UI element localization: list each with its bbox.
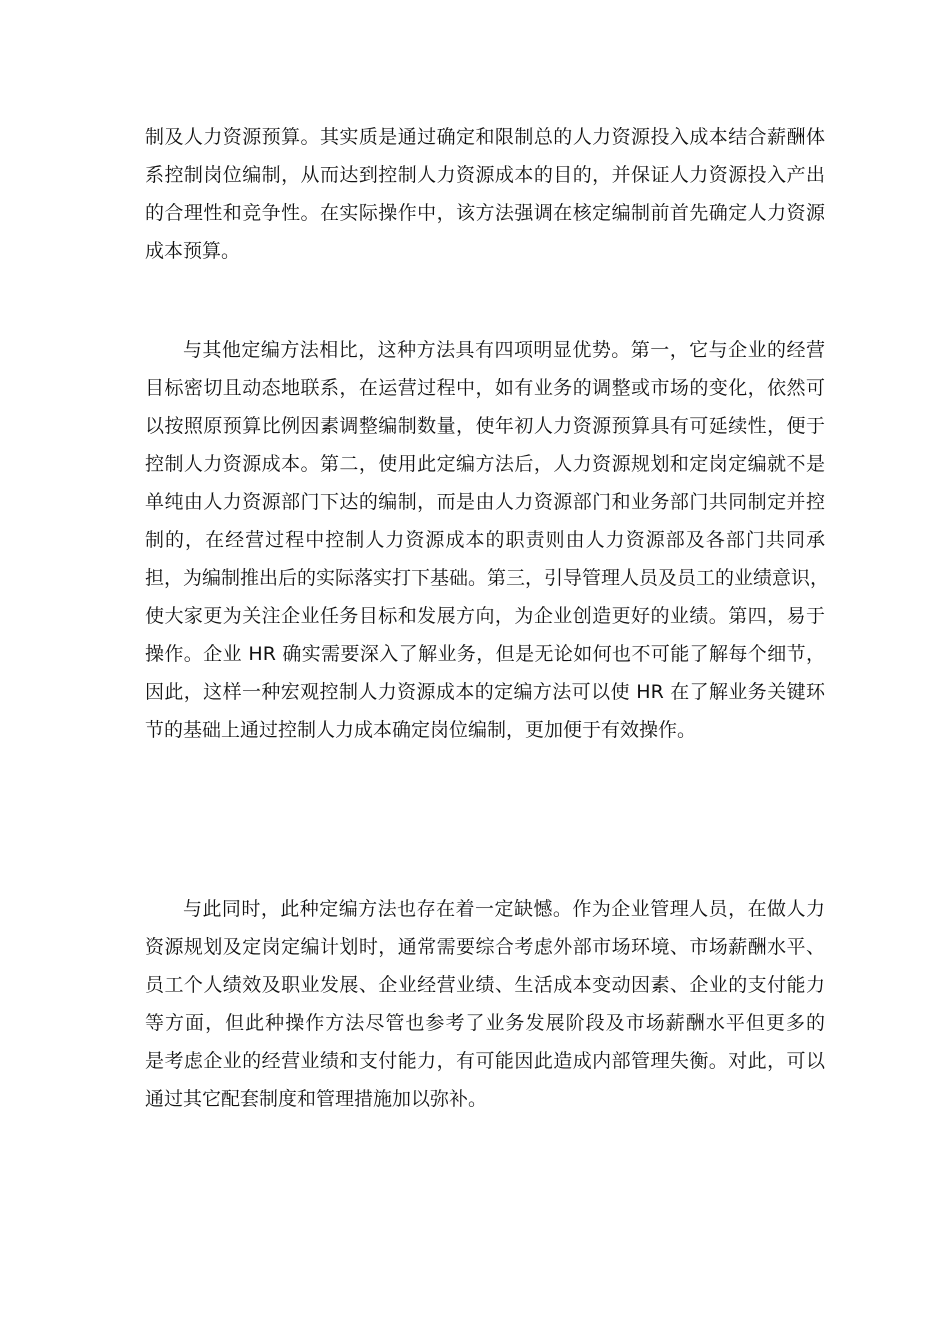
paragraph-line: 是考虑企业的经营业绩和支付能力，有可能因此造成内部管理失衡。对此，可以 — [145, 1050, 825, 1072]
paragraph-line: 与此同时，此种定编方法也存在着一定缺憾。作为企业管理人员，在做人力 — [183, 898, 825, 920]
paragraph-line: 担，为编制推出后的实际落实打下基础。第三，引导管理人员及员工的业绩意识， — [145, 567, 830, 589]
paragraph-2 — [145, 331, 830, 749]
paragraph-line: 的合理性和竞争性。在实际操作中，该方法强调在核定编制前首先确定人力资源 — [145, 202, 825, 224]
paragraph-line: 与其他定编方法相比，这种方法具有四项明显优势。第一，它与企业的经营 — [183, 339, 825, 361]
paragraph-line: 目标密切且动态地联系，在运营过程中，如有业务的调整或市场的变化，依然可 — [145, 377, 825, 399]
paragraph-line: 制的，在经营过程中控制人力资源成本的职责则由人力资源部及各部门共同承 — [145, 529, 825, 551]
paragraph-line: 节的基础上通过控制人力成本确定岗位编制，更加便于有效操作。 — [145, 719, 697, 741]
paragraph-line: 使大家更为关注企业任务目标和发展方向，为企业创造更好的业绩。第四，易于 — [145, 605, 825, 627]
paragraph-line: 成本预算。 — [145, 240, 241, 262]
paragraph-1 — [145, 118, 825, 270]
paragraph-line: 通过其它配套制度和管理措施加以弥补。 — [145, 1088, 488, 1110]
paragraph-line: 控制人力资源成本。第二，使用此定编方法后，人力资源规划和定岗定编就不是 — [145, 453, 825, 475]
paragraph-line: 系控制岗位编制，从而达到控制人力资源成本的目的，并保证人力资源投入产出 — [145, 164, 825, 186]
paragraph-line: 资源规划及定岗定编计划时，通常需要综合考虑外部市场环境、市场薪酬水平、 — [145, 936, 825, 958]
paragraph-line: 单纯由人力资源部门下达的编制，而是由人力资源部门和业务部门共同制定并控 — [145, 491, 825, 513]
paragraph-line: 操作。企业 HR 确实需要深入了解业务，但是无论如何也不可能了解每个细节， — [145, 643, 825, 665]
paragraph-line: 制及人力资源预算。其实质是通过确定和限制总的人力资源投入成本结合薪酬体 — [145, 126, 825, 148]
paragraph-line: 以按照原预算比例因素调整编制数量，使年初人力资源预算具有可延续性，便于 — [145, 415, 825, 437]
paragraph-line: 因此，这样一种宏观控制人力资源成本的定编方法可以使 HR 在了解业务关键环 — [145, 681, 825, 703]
paragraph-line: 等方面，但此种操作方法尽管也参考了业务发展阶段及市场薪酬水平但更多的 — [145, 1012, 825, 1034]
paragraph-line: 员工个人绩效及职业发展、企业经营业绩、生活成本变动因素、企业的支付能力 — [145, 974, 825, 996]
paragraph-3 — [145, 890, 825, 1118]
